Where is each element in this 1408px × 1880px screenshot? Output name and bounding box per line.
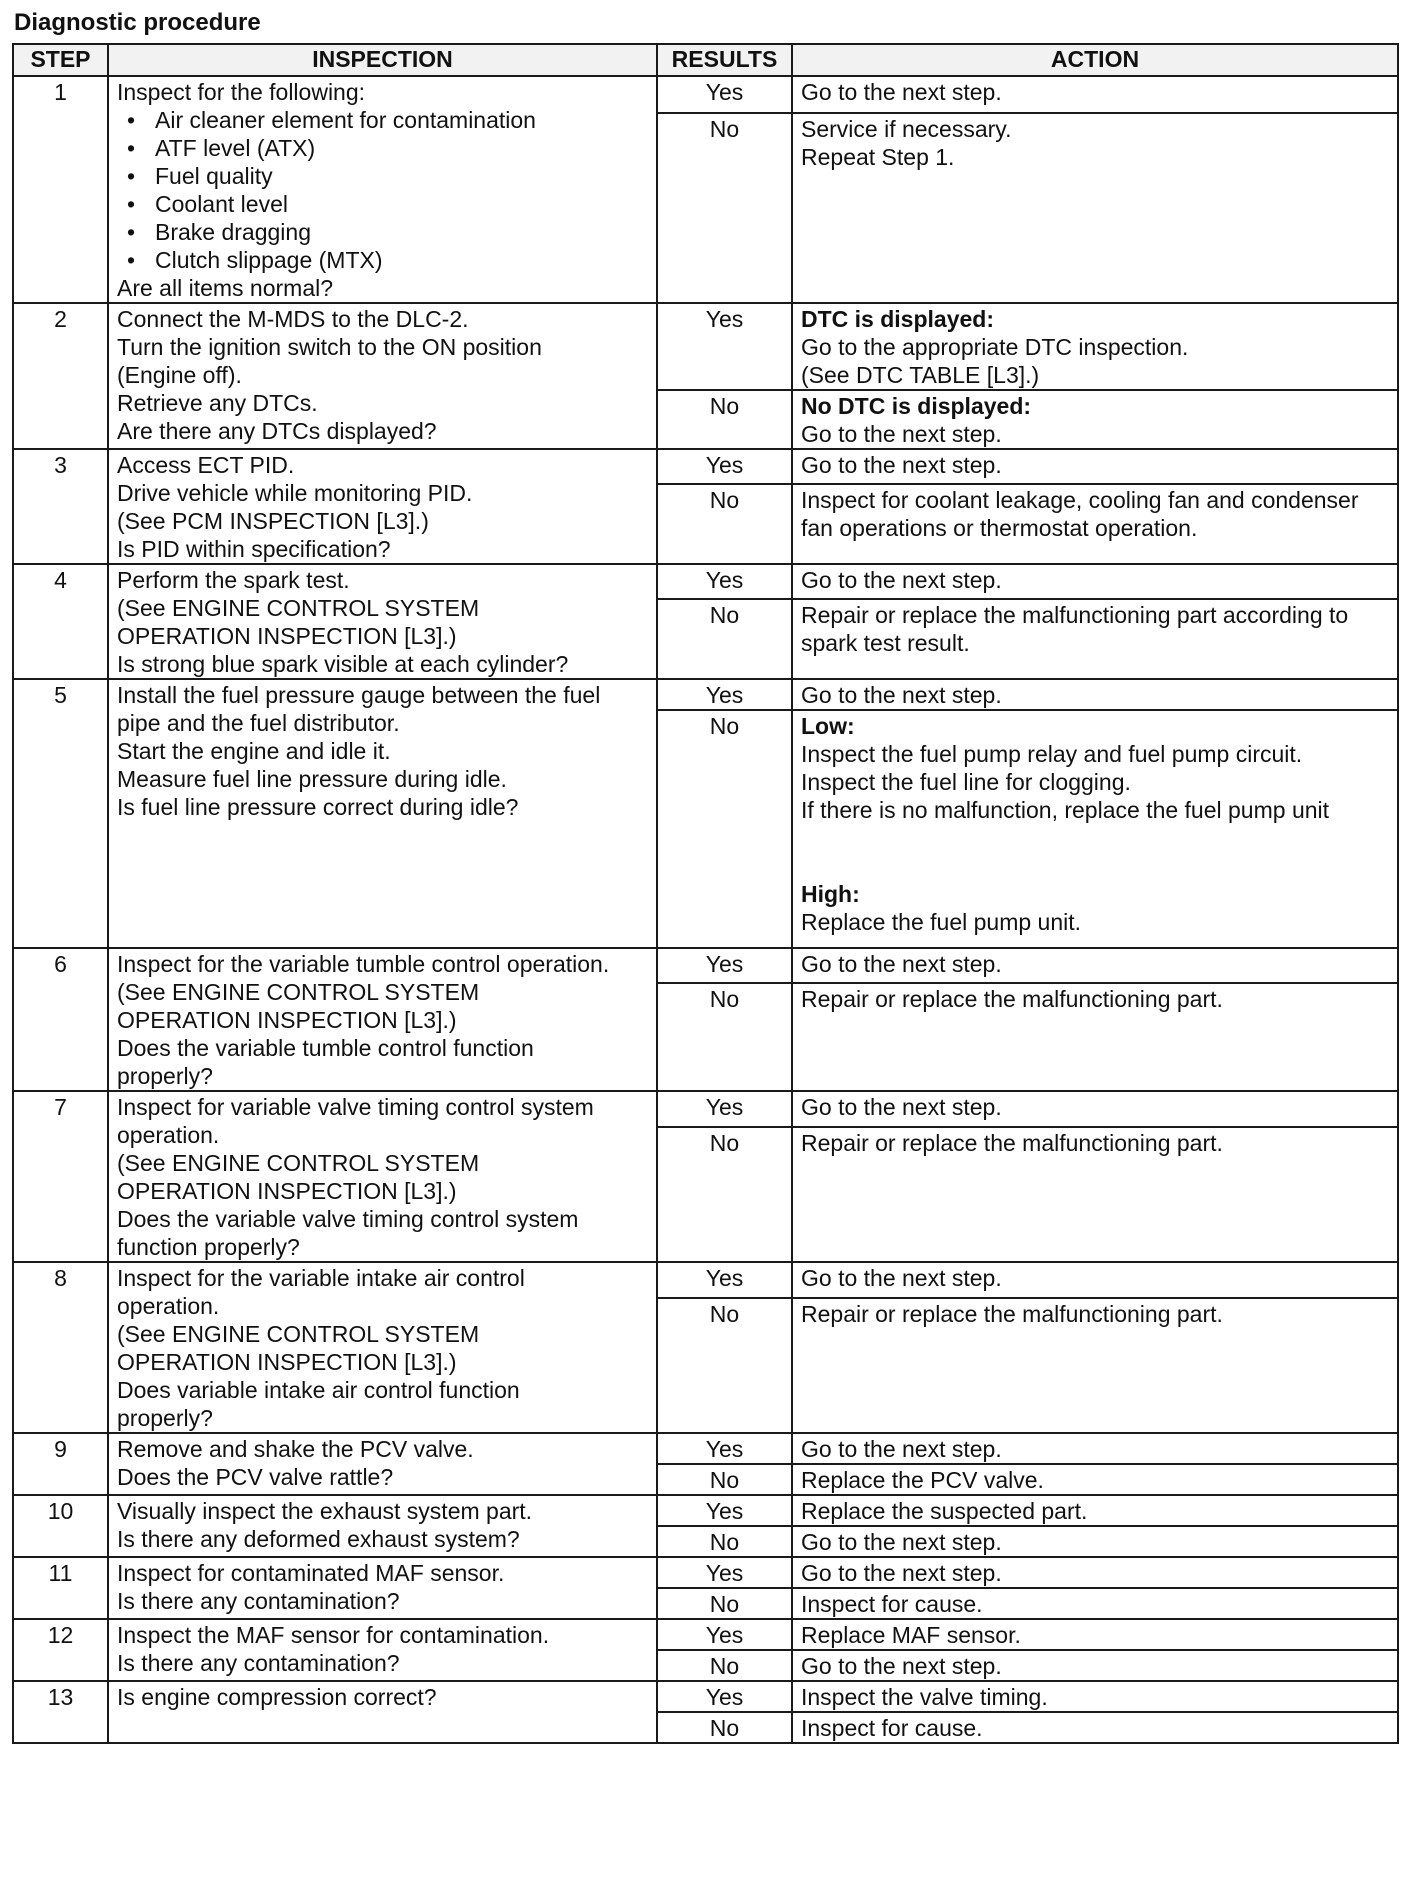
action-cell (792, 1262, 1398, 1298)
bullet-text: Brake dragging (155, 219, 311, 245)
bullet-text: Fuel quality (155, 163, 273, 189)
table-row (13, 1433, 1398, 1464)
table-row (13, 1557, 1398, 1588)
result-yes: Yes (657, 76, 792, 113)
action-cell (792, 390, 1398, 449)
action-line: Inspect for cause. (801, 1715, 983, 1741)
result-no: No (657, 710, 792, 948)
inspection-line: Inspect for the variable intake air control (117, 1265, 525, 1291)
inspection-line: (See ENGINE CONTROL SYSTEM (117, 1150, 480, 1176)
action-line: Go to the next step. (801, 1529, 1002, 1555)
diagnostic-procedure-table (12, 43, 1399, 1744)
inspection-bullet-item (117, 134, 648, 162)
inspection-line: operation. (117, 1122, 220, 1148)
result-no: No (657, 390, 792, 449)
inspection-line: Is there any deformed exhaust system? (117, 1526, 520, 1552)
result-yes: Yes (657, 1262, 792, 1298)
action-line: Inspect the valve timing. (801, 1684, 1048, 1710)
action-cell (792, 484, 1398, 564)
action-cell (792, 1298, 1398, 1433)
inspection-line: Is PID within specification? (117, 536, 391, 562)
header-step: STEP (13, 44, 108, 76)
action-cell (792, 113, 1398, 303)
step-number: 4 (13, 564, 108, 679)
action-line: Go to the next step. (801, 682, 1002, 708)
step-number: 9 (13, 1433, 108, 1495)
action-line: Repair or replace the malfunctioning part. (801, 1300, 1223, 1327)
bullet-text: Clutch slippage (MTX) (155, 247, 383, 273)
inspection-line: OPERATION INSPECTION [L3].) (117, 1178, 457, 1204)
inspection-line: Drive vehicle while monitoring PID. (117, 480, 473, 506)
result-yes: Yes (657, 564, 792, 599)
inspection-cell (108, 303, 657, 449)
action-line: Go to the next step. (801, 1653, 1002, 1679)
inspection-line: Does variable intake air control function (117, 1377, 520, 1403)
table-body (13, 76, 1398, 1743)
inspection-cell (108, 1557, 657, 1619)
action-cell (792, 1495, 1398, 1526)
inspection-cell (108, 1433, 657, 1495)
header-inspection: INSPECTION (108, 44, 657, 76)
table-row (13, 1619, 1398, 1650)
result-yes: Yes (657, 1681, 792, 1712)
step-number: 7 (13, 1091, 108, 1262)
action-line: Go to the next step. (801, 452, 1002, 478)
result-yes: Yes (657, 449, 792, 484)
inspection-line: Access ECT PID. (117, 452, 295, 478)
action-line: Go to the next step. (801, 951, 1002, 977)
action-line: Service if necessary. (801, 115, 1012, 142)
step-number: 12 (13, 1619, 108, 1681)
action-heading: Low: (801, 713, 855, 739)
action-cell (792, 679, 1398, 710)
bullet-text: ATF level (ATX) (155, 135, 316, 161)
step-number: 8 (13, 1262, 108, 1433)
action-line: Repair or replace the malfunctioning part. (801, 1129, 1223, 1156)
result-no: No (657, 599, 792, 679)
action-heading: DTC is displayed: (801, 306, 994, 332)
inspection-line: OPERATION INSPECTION [L3].) (117, 623, 457, 649)
result-yes: Yes (657, 303, 792, 390)
action-line: Go to the next step. (801, 1560, 1002, 1586)
result-no: No (657, 1712, 792, 1743)
inspection-line: Inspect for variable valve timing control system (117, 1094, 594, 1120)
inspection-line: Is there any contamination? (117, 1588, 400, 1614)
table-row (13, 679, 1398, 710)
action-line: Replace the PCV valve. (801, 1467, 1044, 1493)
inspection-line: Inspect for contaminated MAF sensor. (117, 1560, 505, 1586)
action-cell (792, 1619, 1398, 1650)
action-line: Inspect for coolant leakage, cooling fan and condenser (801, 487, 1359, 514)
result-no: No (657, 1650, 792, 1681)
action-heading: No DTC is displayed: (801, 393, 1032, 419)
inspection-line: Install the fuel pressure gauge between the fuel (117, 682, 601, 708)
action-line: Inspect the fuel pump relay and fuel pump circuit. (801, 741, 1303, 767)
result-no: No (657, 983, 792, 1091)
action-line: Replace the suspected part. (801, 1498, 1088, 1524)
step-number: 2 (13, 303, 108, 449)
action-cell (792, 983, 1398, 1091)
inspection-line: (See ENGINE CONTROL SYSTEM (117, 979, 480, 1005)
table-header-row (13, 44, 1398, 76)
inspection-bullet-item (117, 162, 648, 190)
action-cell (792, 76, 1398, 113)
inspection-line: operation. (117, 1293, 220, 1319)
action-cell (792, 599, 1398, 679)
inspection-line: properly? (117, 1405, 213, 1431)
inspection-line: Inspect for the variable tumble control operation. (117, 951, 610, 977)
action-line: Go to the next step. (801, 1265, 1002, 1291)
inspection-line: (See PCM INSPECTION [L3].) (117, 508, 429, 534)
action-line: Go to the appropriate DTC inspection. (801, 334, 1189, 360)
bullet-text: Air cleaner element for contamination (155, 107, 536, 133)
result-no: No (657, 1526, 792, 1557)
inspection-line: Does the variable valve timing control system (117, 1206, 579, 1232)
action-cell (792, 564, 1398, 599)
result-yes: Yes (657, 1619, 792, 1650)
table-row (13, 564, 1398, 599)
action-line: Inspect for cause. (801, 1591, 983, 1617)
action-cell (792, 1091, 1398, 1127)
spacer (801, 852, 1389, 880)
inspection-line: Remove and shake the PCV valve. (117, 1436, 474, 1462)
result-no: No (657, 1298, 792, 1433)
bullet-dot-icon: • (127, 191, 136, 217)
inspection-bullet-item (117, 218, 648, 246)
action-line: If there is no malfunction, replace the fuel pump unit (801, 797, 1330, 823)
bullet-dot-icon: • (127, 163, 136, 189)
inspection-line: OPERATION INSPECTION [L3].) (117, 1007, 457, 1033)
action-line: Replace the fuel pump unit. (801, 909, 1082, 935)
inspection-line: (See ENGINE CONTROL SYSTEM (117, 595, 480, 621)
inspection-line: Does the PCV valve rattle? (117, 1464, 394, 1490)
table-row (13, 76, 1398, 113)
step-number: 11 (13, 1557, 108, 1619)
result-yes: Yes (657, 1557, 792, 1588)
inspection-line: Are there any DTCs displayed? (117, 418, 437, 444)
action-cell (792, 1557, 1398, 1588)
inspection-line: Measure fuel line pressure during idle. (117, 766, 507, 792)
action-line: spark test result. (801, 630, 970, 657)
action-line: fan operations or thermostat operation. (801, 515, 1198, 542)
action-cell (792, 1681, 1398, 1712)
action-cell (792, 1588, 1398, 1619)
action-cell (792, 1433, 1398, 1464)
step-number: 13 (13, 1681, 108, 1743)
step-number: 5 (13, 679, 108, 948)
inspection-cell (108, 1495, 657, 1557)
table-row (13, 449, 1398, 484)
page-title: Diagnostic procedure (14, 9, 261, 36)
inspection-cell (108, 1619, 657, 1681)
table-row (13, 1091, 1398, 1127)
inspection-cell (108, 1091, 657, 1262)
inspection-line: function properly? (117, 1234, 300, 1260)
inspection-line: Is fuel line pressure correct during idle? (117, 794, 519, 820)
table-row (13, 948, 1398, 983)
inspection-cell (108, 564, 657, 679)
action-cell (792, 1712, 1398, 1743)
inspection-bullet-item (117, 106, 648, 134)
inspection-line: Connect the M-MDS to the DLC-2. (117, 306, 469, 332)
result-yes: Yes (657, 948, 792, 983)
inspection-line: Visually inspect the exhaust system part. (117, 1498, 533, 1524)
action-cell (792, 1127, 1398, 1262)
step-number: 6 (13, 948, 108, 1091)
inspection-cell (108, 1262, 657, 1433)
action-line: Replace MAF sensor. (801, 1622, 1021, 1648)
inspection-line: OPERATION INSPECTION [L3].) (117, 1349, 457, 1375)
inspection-line: Retrieve any DTCs. (117, 390, 318, 416)
bullet-text: Coolant level (155, 191, 288, 217)
table-row (13, 303, 1398, 390)
action-line: Go to the next step. (801, 1094, 1002, 1120)
inspection-line: Perform the spark test. (117, 567, 350, 593)
result-yes: Yes (657, 1091, 792, 1127)
action-line: Repair or replace the malfunctioning part according to (801, 602, 1349, 629)
header-action: ACTION (792, 44, 1398, 76)
action-cell (792, 1526, 1398, 1557)
action-cell (792, 710, 1398, 948)
header-results: RESULTS (657, 44, 792, 76)
result-no: No (657, 1127, 792, 1262)
inspection-line: Turn the ignition switch to the ON position (117, 334, 542, 360)
result-yes: Yes (657, 1495, 792, 1526)
inspection-line: Start the engine and idle it. (117, 738, 391, 764)
action-line: Go to the next step. (801, 79, 1002, 105)
result-yes: Yes (657, 1433, 792, 1464)
inspection-bullet-item (117, 246, 648, 274)
inspection-cell (108, 449, 657, 564)
action-line: Go to the next step. (801, 1436, 1002, 1462)
result-no: No (657, 1464, 792, 1495)
action-line: Go to the next step. (801, 421, 1002, 447)
inspection-cell (108, 679, 657, 948)
inspection-cell (108, 948, 657, 1091)
spacer (801, 824, 1389, 852)
bullet-dot-icon: • (127, 219, 136, 245)
bullet-dot-icon: • (127, 247, 136, 273)
step-number: 1 (13, 76, 108, 303)
inspection-line: Inspect the MAF sensor for contamination. (117, 1622, 550, 1648)
inspection-cell (108, 1681, 657, 1743)
inspection-cell (108, 76, 657, 303)
action-cell (792, 948, 1398, 983)
bullet-dot-icon: • (127, 107, 136, 133)
table-row (13, 1681, 1398, 1712)
inspection-bullet-item (117, 190, 648, 218)
action-line: Inspect the fuel line for clogging. (801, 769, 1131, 795)
result-yes: Yes (657, 679, 792, 710)
inspection-line: (See ENGINE CONTROL SYSTEM (117, 1321, 480, 1347)
action-cell (792, 1464, 1398, 1495)
result-no: No (657, 113, 792, 303)
inspection-line: Are all items normal? (117, 275, 334, 301)
action-line: (See DTC TABLE [L3].) (801, 362, 1040, 388)
inspection-line: Is engine compression correct? (117, 1684, 437, 1710)
bullet-dot-icon: • (127, 135, 136, 161)
inspection-line: Inspect for the following: (117, 79, 366, 105)
inspection-line: Does the variable tumble control function (117, 1035, 534, 1061)
action-cell (792, 449, 1398, 484)
action-line: Repeat Step 1. (801, 143, 955, 170)
step-number: 10 (13, 1495, 108, 1557)
result-no: No (657, 1588, 792, 1619)
inspection-line: pipe and the fuel distributor. (117, 710, 400, 736)
action-cell (792, 303, 1398, 390)
inspection-line: (Engine off). (117, 362, 242, 388)
inspection-line: Is there any contamination? (117, 1650, 400, 1676)
step-number: 3 (13, 449, 108, 564)
action-line: Go to the next step. (801, 567, 1002, 593)
action-heading: High: (801, 881, 860, 907)
action-line: Repair or replace the malfunctioning part. (801, 986, 1223, 1013)
inspection-line: Is strong blue spark visible at each cylinder? (117, 651, 569, 677)
table-row (13, 1262, 1398, 1298)
result-no: No (657, 484, 792, 564)
inspection-line: properly? (117, 1063, 213, 1089)
action-cell (792, 1650, 1398, 1681)
table-row (13, 1495, 1398, 1526)
